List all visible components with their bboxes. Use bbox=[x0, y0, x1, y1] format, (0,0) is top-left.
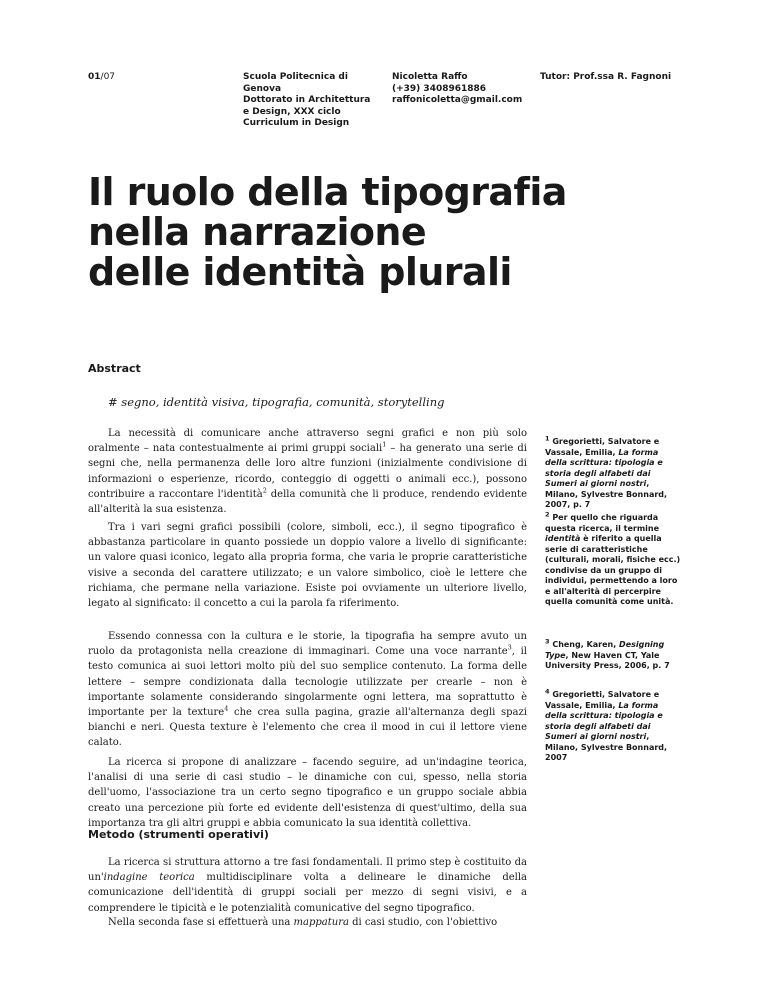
body-paragraph-3: Essendo connessa con la cultura e le storie, la tipografia ha sempre avuto un ruolo da protagonista nella creazione di immaginari. Come una voce narrante$^3$, il testo comunica ai suoi lettori molto più del suo semplice contenuto. La forma delle lettere – sempre condizionata dalla tecnologie utilizzate per crearle – non è importante solamente considerando singolarmente ogni lettera, ma soprattutto è importante per la texture$^4$ che crea sulla pagina, grazie all'alternanza degli spazi bianchi e neri. Questa texture è l'elemento che crea il mood in cui il lettore viene calato. bbox=[88, 631, 527, 749]
footnote-ref-1: 1 bbox=[382, 440, 387, 449]
footnote-3: $^3$ Cheng, Karen, Designing Type, New Haven CT, Yale University Press, 2006, p. 7 bbox=[545, 637, 670, 670]
footnote-ref-2: 2 bbox=[262, 486, 267, 495]
footnote-2: $^2$ Per quello che riguarda questa ricerca, il termine identità è riferito a quella serie di caratteristiche (culturali, morali, fisiche ecc.) condivise da un gruppo di individui, permettendo a loro e all'alterità di percerpire quella comunità come unità. bbox=[545, 510, 681, 606]
page-total: /07 bbox=[100, 72, 116, 82]
body-paragraph-4: La ricerca si propone di analizzare – facendo seguire, ad un'indagine teorica, l'analisi di una serie di casi studio – le dinamiche con cui, spesso, nella storia dell'uomo, l'associazione tra un certo segno tipografico e un gruppo sociale abbia creato una percezione più forte ed evidente dell'esistenza di quest'ultimo, della sua importanza tra gli altri gruppi e abbia comunicato la sua identità collettiva. bbox=[88, 757, 527, 829]
page-current: 01 bbox=[88, 72, 101, 82]
tutor-block: Tutor: Prof.ssa R. Fagnoni bbox=[540, 72, 672, 82]
method-paragraph: La ricerca si struttura attorno a tre fasi fondamentali. Il primo step è costituito da un'indagine teorica multidisciplinare volta a delineare le dinamiche della comunicazione dell'identità di gruppi sociali per mezzo di segni visivi, e a comprendere le tipicità e le potenzialità comunicative del segno tipografico. bbox=[88, 857, 528, 914]
keywords: # segno, identità visiva, tipografia, comunità, storytelling bbox=[108, 395, 445, 409]
body-paragraph-2: Tra i vari segni grafici possibili (colore, simboli, ecc.), il segno tipografico è abbastanza particolare in quanto possiede un doppio valore a livello di significante: un valore quasi iconico, legato alla propria forma, che varia le proprie caratteristiche visive a seconda del carattere utilizzato; e un valore simbolico, cioè le lettere che richiama, che permane nella variazione. Esiste poi ovviamente un ulteriore livello, legato al significato: il concetto a cui la parola fa riferimento. bbox=[88, 522, 527, 610]
author-block: Nicoletta Raffo (+39) 3408961886 raffonicoletta@gmail.com bbox=[392, 72, 523, 105]
method-heading: Metodo (strumenti operativi) bbox=[88, 828, 269, 841]
body-paragraph-1: La necessità di comunicare anche attraverso segni grafici e non più solo oralmente – nata contestualmente ai primi gruppi sociali$^1$ – ha generato una serie di segni che, nella permanenza delle loro altre funzioni (inizialmente condivisione di informazioni o esperienze, ricordo, conteggio di oggetti o animali ecc.), possono contribuire a raccontare l'identità$^2$ della comunità che li produce, rendendo evidente all'alterità la sua esistenza. bbox=[88, 428, 527, 516]
footnote-4: $^4$ Gregorietti, Salvatore e Vassale, Emilia, La forma della scrittura: tipologia e storia degli alfabeti dai Sumeri ai giorni nostri, Milano, Sylvestre Bonnard, 2007 bbox=[545, 687, 668, 762]
footnote-ref-3: 3 bbox=[507, 643, 512, 652]
footnote-ref-4: 4 bbox=[224, 704, 229, 713]
document-title: Il ruolo della tipografia nella narrazione delle identità plurali bbox=[88, 170, 567, 294]
method-paragraph-2: Nella seconda fase si effettuerà una mappatura di casi studio, con l'obiettivo bbox=[108, 917, 498, 928]
institution-block: Scuola Politecnica di Genova Dottorato in Architettura e Design, XXX ciclo Curriculum in Design bbox=[243, 72, 371, 128]
footnote-1: $^1$ Gregorietti, Salvatore e Vassale, Emilia, La forma della scrittura: tipologia e storia degli alfabeti dai Sumeri ai giorni nostri, Milano, Sylvestre Bonnard, 2007, p. 7 bbox=[545, 434, 668, 509]
page-number bbox=[88, 72, 115, 84]
abstract-heading: Abstract bbox=[88, 362, 141, 375]
